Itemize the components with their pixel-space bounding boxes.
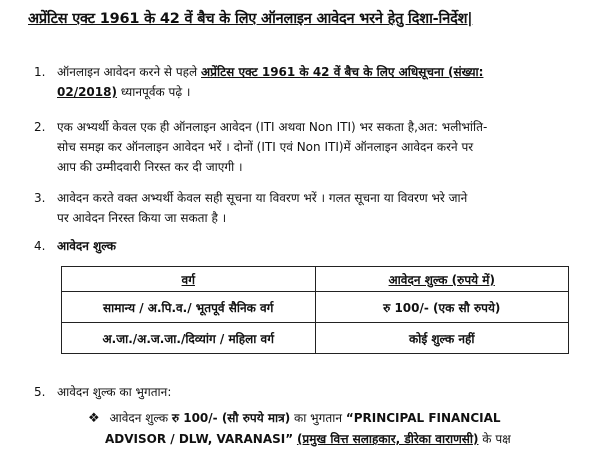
table-header-row (62, 267, 569, 292)
section-heading: आवेदन शुल्क का भुगतान: (57, 385, 172, 399)
item-text: ऑनलाइन आवेदन करने से पहले (57, 65, 201, 79)
table-row (62, 323, 569, 354)
item-text: आप की उम्मीदवारी निरस्त कर दी जाएगी । (57, 160, 243, 174)
item-number: 5. (34, 385, 46, 399)
item-text: पर आवेदन निरस्त किया जा सकता है । (57, 211, 227, 225)
payment-bullet-line-1 (88, 408, 501, 429)
item-number: 2. (34, 120, 46, 134)
table-cell: कोई शुल्क नहीं (315, 323, 569, 354)
item-number: 1. (34, 65, 46, 79)
instruction-item-2 (34, 117, 488, 177)
payee-name: ADVISOR / DLW, VARANASI” (105, 432, 294, 446)
instruction-item-5 (34, 382, 172, 402)
page-title: अप्रेंटिस एक्ट 1961 के 42 वें बैच के लिए ऑनलाइन आवेदन भरने हेतु दिशा-निर्देश| (28, 11, 473, 27)
section-heading: आवेदन शुल्क (57, 239, 116, 253)
instruction-item-4 (34, 236, 116, 256)
instruction-item-3 (34, 188, 468, 228)
item-number: 3. (34, 191, 46, 205)
item-text: आवेदन करते वक्त अभ्यर्थी केवल सही सूचना या विवरण भरें । गलत सूचना या विवरण भरे जाने (57, 191, 468, 205)
instruction-item-1 (34, 62, 484, 102)
fee-table (61, 266, 569, 354)
payee-hindi-name: (प्रमुख वित्त सलाहकार, डीरेका वाराणसी) (296, 432, 479, 446)
payment-text: आवेदन शुल्क (109, 411, 172, 425)
table-cell: सामान्य / अ.पि.व./ भूतपूर्व सैनिक वर्ग (62, 292, 316, 323)
item-text: ध्यानपूर्वक पढ़े । (116, 85, 191, 99)
notification-number: 02/2018) (57, 85, 117, 99)
payee-name: “PRINCIPAL FINANCIAL (345, 411, 501, 425)
table-cell: रु 100/- (एक सौ रुपये) (315, 292, 569, 323)
payment-bullet-line-2 (105, 429, 511, 449)
payment-amount: रु 100/- (सौ रुपये मात्र) (171, 411, 291, 425)
item-number: 4. (34, 239, 46, 253)
diamond-bullet-icon: ❖ (88, 411, 100, 426)
item-text: सोच समझ कर ऑनलाइन आवेदन भरें । दोनों (ITI एवं Non ITI)में ऑनलाइन आवेदन करने पर (57, 140, 474, 154)
table-row (62, 292, 569, 323)
table-header-cell: आवेदन शुल्क (रुपये में) (315, 267, 569, 292)
item-text: एक अभ्यर्थी केवल एक ही ऑनलाइन आवेदन (ITI अथवा Non ITI) भर सकता है,अत: भलीभांति- (57, 120, 488, 134)
table-cell: अ.जा./अ.ज.जा./दिव्यांग / महिला वर्ग (62, 323, 316, 354)
notification-reference: अप्रेंटिस एक्ट 1961 के 42 वें बैच के लिए अधिसूचना (संख्या: (201, 65, 484, 79)
payment-text: का भुगतान (290, 411, 346, 425)
table-header-cell: वर्ग (62, 267, 316, 292)
payment-text: के पक्ष (478, 432, 511, 446)
